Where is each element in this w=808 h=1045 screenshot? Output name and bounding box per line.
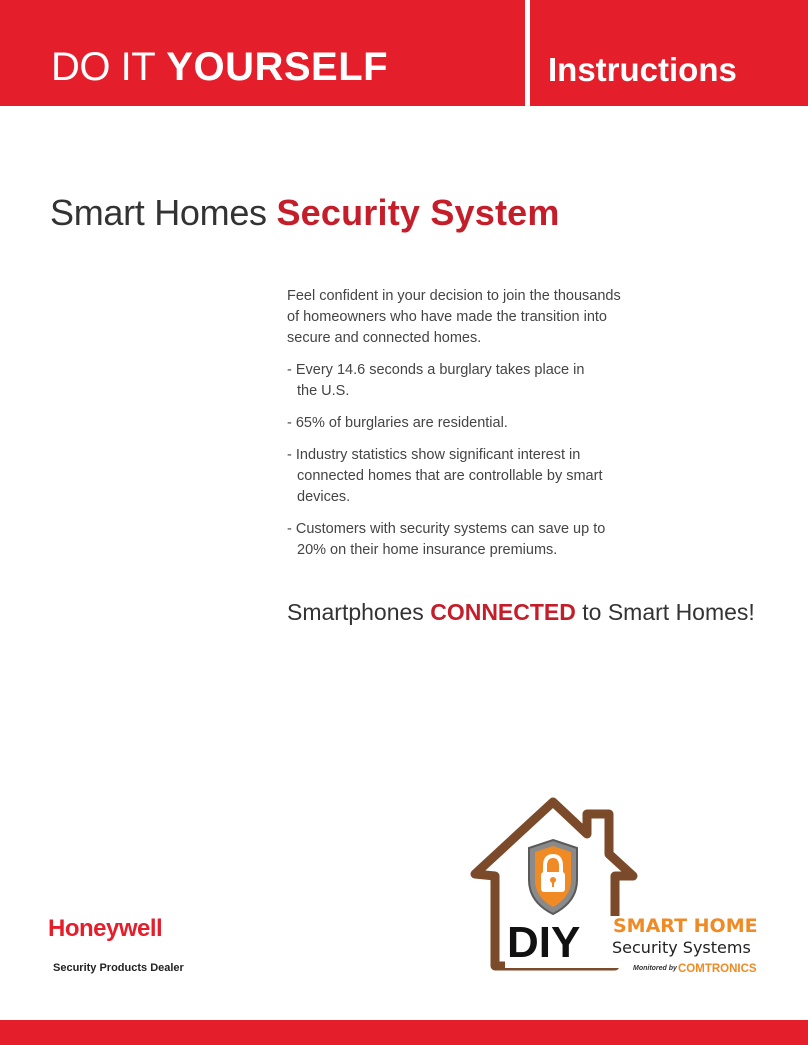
bullet-item: - Customers with security systems can save up to 20% on their home insurance premiums. bbox=[287, 521, 606, 558]
bullet-item: - Every 14.6 seconds a burglary takes place in the U.S. bbox=[287, 362, 585, 399]
headline-bold: Security System bbox=[276, 192, 560, 233]
bullet-list bbox=[287, 360, 607, 572]
headline-light: Smart Homes bbox=[50, 192, 267, 233]
logo-company: COMTRONICS bbox=[678, 963, 757, 975]
footer-bar bbox=[0, 1020, 808, 1045]
page-headline bbox=[50, 191, 560, 235]
bullet-item: - Industry statistics show significant interest in connected homes that are controllable by smart devices. bbox=[287, 447, 603, 505]
tagline-before: Smartphones bbox=[287, 599, 424, 625]
logo-monitored-by: Monitored by bbox=[633, 965, 677, 972]
header-instructions: Instructions bbox=[548, 51, 737, 88]
logo-diy: DIY bbox=[507, 918, 581, 967]
header-title-light: DO IT bbox=[51, 45, 156, 89]
tagline bbox=[287, 597, 755, 627]
intro-paragraph: Feel confident in your decision to join the thousands of homeowners who have made the transition into secure and connected homes. bbox=[287, 288, 621, 346]
padlock-keyhole-slot-icon bbox=[552, 881, 554, 887]
logo-smart-home: SMART HOME bbox=[613, 915, 758, 937]
honeywell-logo: Honeywell bbox=[48, 915, 163, 942]
diy-smart-home-logo bbox=[465, 796, 775, 981]
tagline-bold: CONNECTED bbox=[430, 599, 576, 625]
header-title-bold: YOURSELF bbox=[166, 45, 389, 89]
header-title bbox=[51, 45, 388, 89]
dealer-label: Security Products Dealer bbox=[53, 962, 184, 974]
tagline-after: to Smart Homes! bbox=[582, 599, 755, 625]
bullet-item: - 65% of burglaries are residential. bbox=[287, 415, 508, 431]
logo-security-systems: Security Systems bbox=[612, 938, 751, 957]
